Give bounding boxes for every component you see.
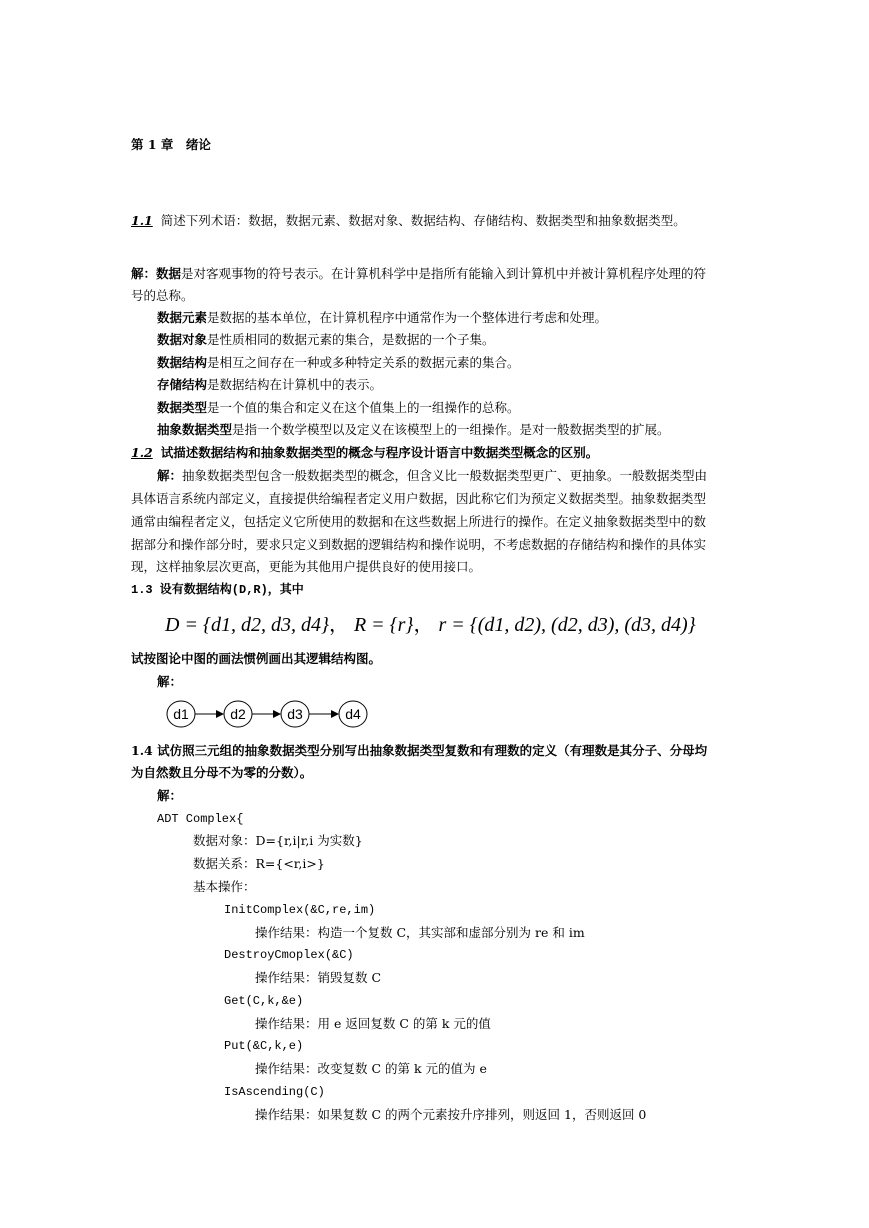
def-row — [157, 355, 520, 371]
def-term: 数据元素 — [157, 310, 208, 325]
adt-basic-ops: 基本操作： — [193, 879, 256, 894]
op-signature: DestroyCmoplex(&C) — [224, 948, 354, 962]
question-1-3: 1.3 设有数据结构(D,R)，其中 — [131, 583, 304, 597]
question-number: 1.1 — [131, 213, 153, 228]
def-desc: 是数据结构在计算机中的表示。 — [207, 377, 383, 392]
answer-1-2-line: 具体语言系统内部定义，直接提供给编程者定义用户数据，因此称它们为预定义数据类型。抽象数据类型 — [131, 491, 707, 506]
adt-header: ADT Complex{ — [157, 812, 244, 826]
node-label: d4 — [345, 706, 361, 722]
answer-1-1-line1 — [131, 266, 706, 282]
def-desc: 是数据的基本单位，在计算机程序中通常作为一个整体进行考虑和处理。 — [207, 310, 608, 325]
def-term: 数据类型 — [157, 400, 208, 415]
op-result: 操作结果：销毁复数 C — [255, 970, 382, 985]
def-desc: 是指一个数学模型以及定义在该模型上的一组操作。是对一般数据类型的扩展。 — [232, 422, 670, 437]
question-1-4-line1: 1.4 试仿照三元组的抽象数据类型分别写出抽象数据类型复数和有理数的定义（有理数是其分子、分母均 — [131, 743, 708, 758]
chapter-title: 第 1 章 绪论 — [131, 137, 211, 152]
question-number: 1.2 — [131, 445, 153, 460]
answer-1-2-line: 通常由编程者定义，包括定义它所使用的数据和在这些数据上所进行的操作。在定义抽象数据类型中的数 — [131, 514, 707, 529]
op-result: 操作结果：构造一个复数 C，其实部和虚部分别为 re 和 im — [255, 925, 585, 940]
term-data-desc: 是对客观事物的符号表示。在计算机科学中是指所有能输入到计算机中并被计算机程序处理的符 — [181, 266, 707, 281]
answer-text: 抽象数据类型包含一般数据类型的概念，但含义比一般数据类型更广、更抽象。一般数据类型由 — [182, 468, 708, 483]
def-term: 数据结构 — [157, 355, 208, 370]
adt-data-object: 数据对象：D={r,i|r,i 为实数} — [193, 833, 363, 848]
formula: D = {d1, d2, d3, d4}， R = {r}， r = {(d1, d2), (d2, d3), (d3, d4)} — [165, 614, 696, 636]
answer-label: 解： — [157, 468, 183, 483]
def-desc: 是相互之间存在一种或多种特定关系的数据元素的集合。 — [207, 355, 520, 370]
answer-label: 解： — [131, 266, 157, 281]
question-1-2 — [131, 445, 598, 461]
question-text: 试描述数据结构和抽象数据类型的概念与程序设计语言中数据类型概念的区别。 — [160, 445, 599, 460]
answer-1-2-line — [157, 468, 707, 484]
def-row — [157, 332, 495, 348]
op-signature: InitComplex(&C,re,im) — [224, 903, 376, 917]
def-desc: 是一个值的集合和定义在这个值集上的一组操作的总称。 — [207, 400, 520, 415]
def-desc: 是性质相同的数据元素的集合，是数据的一个子集。 — [207, 332, 495, 347]
formula-D: D = {d1, d2, d3, d4} — [165, 614, 329, 636]
op-signature: IsAscending(C) — [224, 1085, 325, 1099]
def-row — [157, 400, 520, 416]
op-signature: Get(C,k,&e) — [224, 994, 304, 1008]
answer-1-2-line: 现，这样抽象层次更高，更能为其他用户提供良好的使用接口。 — [131, 559, 482, 574]
node-label: d3 — [287, 706, 303, 722]
def-term: 存储结构 — [157, 377, 208, 392]
formula-r: r = {(d1, d2), (d2, d3), (d3, d4)} — [438, 614, 696, 636]
answer-label: 解： — [157, 674, 183, 689]
op-result: 操作结果：如果复数 C 的两个元素按升序排列，则返回 1，否则返回 0 — [255, 1107, 647, 1122]
question-1-4-line2: 为自然数且分母不为零的分数）。 — [131, 765, 313, 780]
logic-structure-diagram — [160, 696, 380, 732]
answer-label: 解： — [157, 788, 183, 803]
term-data: 数据 — [156, 266, 182, 281]
adt-data-relation: 数据关系：R={<r,i>} — [193, 856, 325, 871]
answer-1-1-line1-cont: 号的总称。 — [131, 288, 194, 303]
op-result: 操作结果：改变复数 C 的第 k 元的值为 e — [255, 1061, 487, 1076]
node-label: d2 — [230, 706, 246, 722]
answer-1-2-line: 据部分和操作部分时，要求只定义到数据的逻辑结构和操作说明，不考虑数据的存储结构和操作的具体实 — [131, 537, 707, 552]
def-term: 抽象数据类型 — [157, 422, 233, 437]
node-label: d1 — [173, 706, 189, 722]
def-row — [157, 422, 670, 438]
op-result: 操作结果：用 e 返回复数 C 的第 k 元的值 — [255, 1016, 491, 1031]
question-1-3-instruction: 试按图论中图的画法惯例画出其逻辑结构图。 — [131, 651, 382, 666]
def-row — [157, 377, 382, 393]
def-row — [157, 310, 607, 326]
question-1-1 — [131, 213, 686, 229]
formula-R: R = {r} — [353, 614, 414, 636]
question-text: 简述下列术语：数据，数据元素、数据对象、数据结构、存储结构、数据类型和抽象数据类型。 — [160, 213, 686, 228]
def-term: 数据对象 — [157, 332, 208, 347]
op-signature: Put(&C,k,e) — [224, 1039, 304, 1053]
